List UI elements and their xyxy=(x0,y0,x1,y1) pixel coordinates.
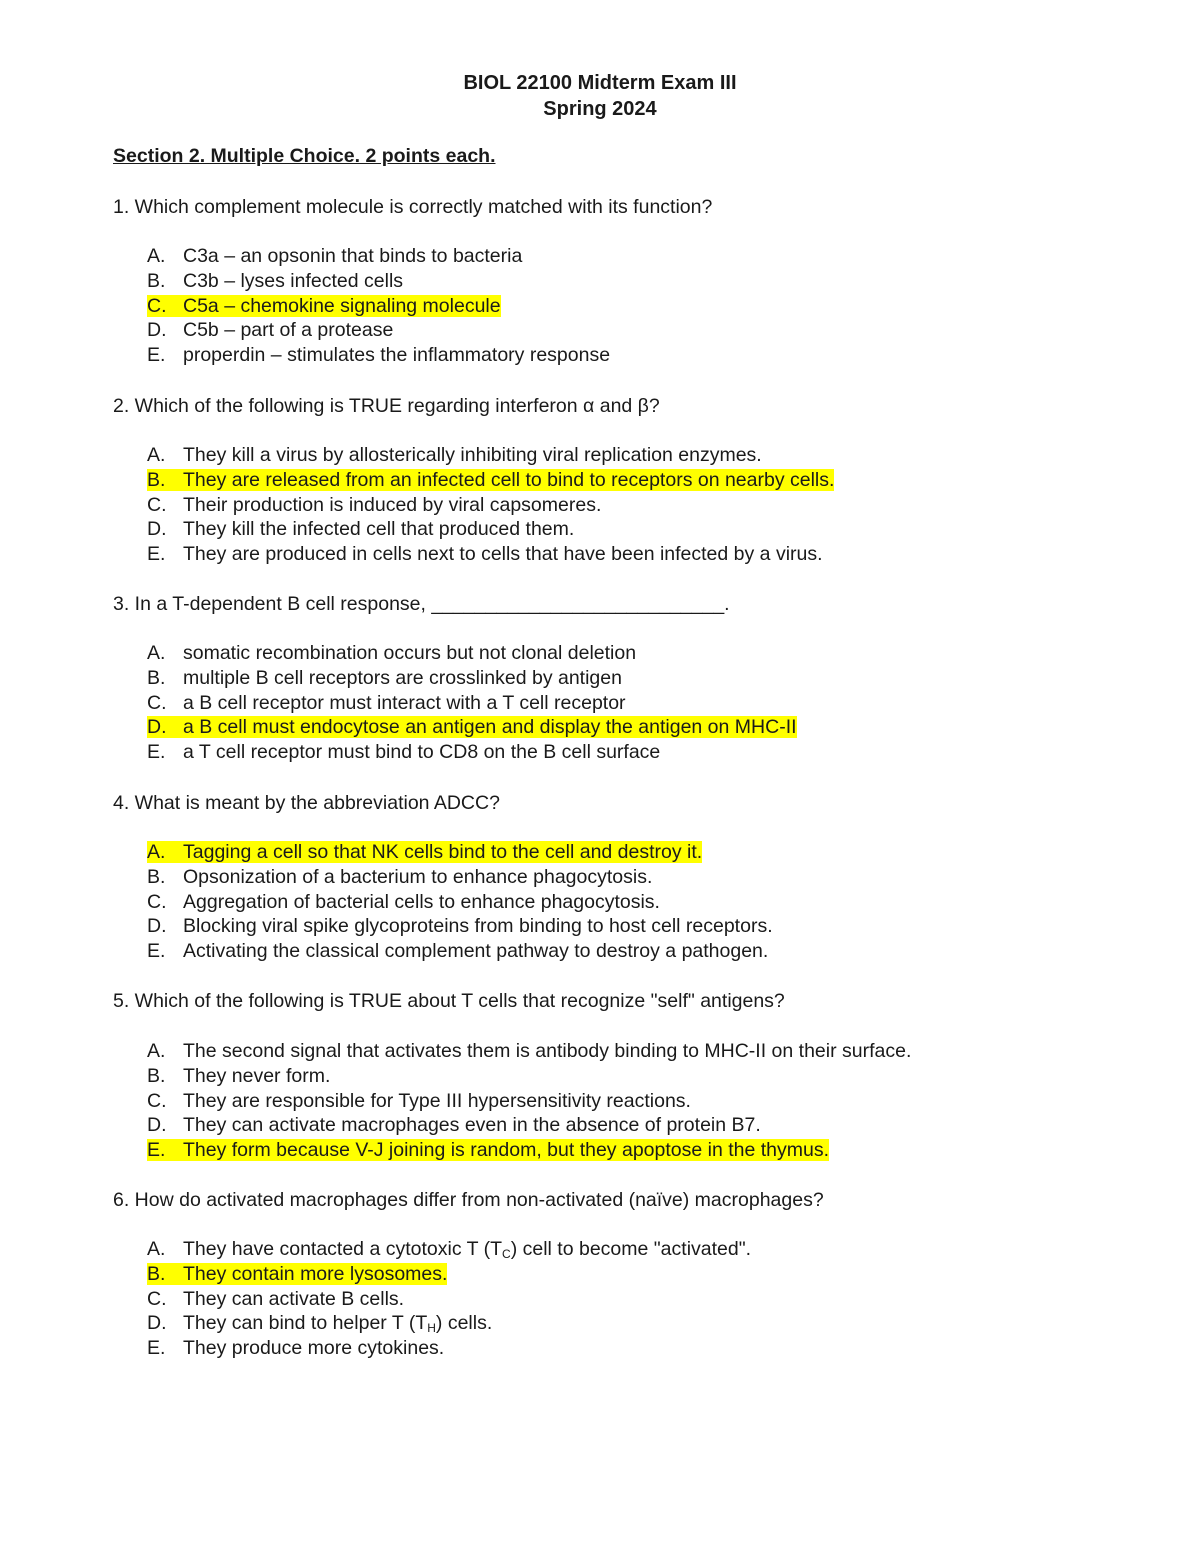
option-a-correct xyxy=(147,840,773,865)
option-c xyxy=(147,890,773,915)
question-5-options xyxy=(147,1039,911,1163)
option-e xyxy=(147,939,773,964)
option-letter: D. xyxy=(147,319,167,342)
option-text: They never form. xyxy=(183,1064,331,1087)
option-text: somatic recombination occurs but not clonal deletion xyxy=(183,642,637,664)
option-text: Their production is induced by viral capsomeres. xyxy=(183,493,602,516)
option-d xyxy=(147,318,610,343)
option-text: They produce more cytokines. xyxy=(183,1337,445,1360)
answer-highlight xyxy=(147,1263,447,1285)
option-letter: C. xyxy=(147,1287,167,1310)
option-letter: A. xyxy=(147,245,166,267)
answer-highlight xyxy=(147,1139,829,1161)
option-b xyxy=(147,1064,911,1089)
question-1-options xyxy=(147,244,610,368)
option-c-correct xyxy=(147,294,610,319)
option-letter: D. xyxy=(147,1312,167,1335)
option-text: Tagging a cell so that NK cells bind to the cell and destroy it. xyxy=(183,841,703,863)
option-letter: C. xyxy=(147,691,167,714)
exam-term: Spring 2024 xyxy=(543,98,657,120)
option-a xyxy=(147,443,834,468)
option-text: They can activate macrophages even in the absence of protein B7. xyxy=(183,1114,761,1137)
option-letter: D. xyxy=(147,716,167,739)
option-a xyxy=(147,244,610,269)
option-text-post: ) cells. xyxy=(435,1312,493,1335)
option-text-pre: They can bind to helper T (T xyxy=(183,1312,428,1335)
option-letter: C. xyxy=(147,1089,167,1112)
answer-highlight xyxy=(147,716,797,738)
option-letter: A. xyxy=(147,1238,166,1260)
option-d xyxy=(147,1311,751,1336)
question-4-stem: 4. What is meant by the abbreviation ADCC? xyxy=(113,792,500,814)
option-text-post: ) cell to become "activated". xyxy=(510,1238,752,1260)
question-3-stem: 3. In a T-dependent B cell response, ___________________________. xyxy=(113,593,730,615)
option-text: They can activate B cells. xyxy=(183,1287,405,1310)
subscript: H xyxy=(427,1321,436,1336)
option-letter: A. xyxy=(147,841,166,863)
option-d xyxy=(147,914,773,939)
question-2-options xyxy=(147,443,834,567)
option-letter: B. xyxy=(147,269,166,292)
option-letter: E. xyxy=(147,1337,166,1360)
option-c xyxy=(147,691,797,716)
question-1-stem: 1. Which complement molecule is correctly matched with its function? xyxy=(113,196,713,218)
option-text: Activating the classical complement pathway to destroy a pathogen. xyxy=(183,940,769,963)
option-text: They form because V-J joining is random, but they apoptose in the thymus. xyxy=(183,1139,830,1162)
option-text-pre: They have contacted a cytotoxic T (T xyxy=(183,1238,503,1260)
option-letter: C. xyxy=(147,493,167,516)
option-letter: E. xyxy=(147,1139,166,1162)
question-6-options xyxy=(147,1237,751,1361)
option-text: Aggregation of bacterial cells to enhance phagocytosis. xyxy=(183,890,660,913)
option-text: They kill the infected cell that produced them. xyxy=(183,518,575,541)
exam-title: BIOL 22100 Midterm Exam III xyxy=(463,72,737,94)
option-b xyxy=(147,269,610,294)
option-letter: B. xyxy=(147,1262,166,1285)
option-letter: C. xyxy=(147,294,167,317)
subscript: C xyxy=(502,1247,511,1261)
option-letter: E. xyxy=(147,344,166,367)
section-title: Section 2. Multiple Choice. 2 points each. xyxy=(113,145,496,167)
option-text: C3a – an opsonin that binds to bacteria xyxy=(183,245,523,267)
option-e xyxy=(147,740,797,765)
option-text: They kill a virus by allosterically inhibiting viral replication enzymes. xyxy=(183,444,762,466)
option-text: multiple B cell receptors are crosslinked by antigen xyxy=(183,666,622,689)
option-text: a B cell must endocytose an antigen and display the antigen on MHC-II xyxy=(183,716,797,739)
option-a xyxy=(147,1237,751,1262)
option-c xyxy=(147,1287,751,1312)
option-d-correct xyxy=(147,715,797,740)
option-a xyxy=(147,641,797,666)
question-2-stem: 2. Which of the following is TRUE regarding interferon α and β? xyxy=(113,395,660,417)
option-d xyxy=(147,517,834,542)
option-text: a T cell receptor must bind to CD8 on the B cell surface xyxy=(183,741,661,764)
option-text: C5a – chemokine signaling molecule xyxy=(183,294,501,317)
option-text: They are responsible for Type III hypersensitivity reactions. xyxy=(183,1089,691,1112)
option-d xyxy=(147,1113,911,1138)
option-letter: A. xyxy=(147,444,166,466)
option-b-correct xyxy=(147,468,834,493)
option-letter: B. xyxy=(147,865,166,888)
option-letter: A. xyxy=(147,1040,166,1062)
option-letter: B. xyxy=(147,1064,166,1087)
option-text: properdin – stimulates the inflammatory response xyxy=(183,344,611,367)
question-5-stem: 5. Which of the following is TRUE about T cells that recognize "self" antigens? xyxy=(113,990,785,1012)
option-e-correct xyxy=(147,1138,911,1163)
option-text: The second signal that activates them is antibody binding to MHC-II on their surface. xyxy=(183,1040,912,1062)
option-a xyxy=(147,1039,911,1064)
option-text: a B cell receptor must interact with a T cell receptor xyxy=(183,691,626,714)
option-e xyxy=(147,343,610,368)
option-letter: D. xyxy=(147,1114,167,1137)
option-c xyxy=(147,493,834,518)
option-letter: D. xyxy=(147,518,167,541)
answer-highlight xyxy=(147,295,501,317)
option-b-correct xyxy=(147,1262,751,1287)
option-letter: E. xyxy=(147,741,166,764)
answer-highlight xyxy=(147,841,702,863)
option-text: C3b – lyses infected cells xyxy=(183,269,404,292)
question-4-options xyxy=(147,840,773,964)
answer-highlight xyxy=(147,469,834,491)
option-text: They are produced in cells next to cells that have been infected by a virus. xyxy=(183,543,823,566)
option-b xyxy=(147,666,797,691)
option-text: Opsonization of a bacterium to enhance phagocytosis. xyxy=(183,865,653,888)
option-c xyxy=(147,1089,911,1114)
option-e xyxy=(147,542,834,567)
option-text: They are released from an infected cell to bind to receptors on nearby cells. xyxy=(183,468,835,491)
option-letter: E. xyxy=(147,940,166,963)
option-e xyxy=(147,1336,751,1361)
question-3-options xyxy=(147,641,797,765)
option-letter: D. xyxy=(147,915,167,938)
option-text: Blocking viral spike glycoproteins from binding to host cell receptors. xyxy=(183,915,773,938)
option-letter: B. xyxy=(147,468,166,491)
question-6-stem: 6. How do activated macrophages differ from non-activated (naïve) macrophages? xyxy=(113,1189,824,1211)
option-letter: B. xyxy=(147,666,166,689)
option-text: They contain more lysosomes. xyxy=(183,1262,448,1285)
option-letter: A. xyxy=(147,642,166,664)
option-text: C5b – part of a protease xyxy=(183,319,394,342)
exam-header xyxy=(0,70,1200,122)
option-b xyxy=(147,865,773,890)
option-letter: C. xyxy=(147,890,167,913)
option-letter: E. xyxy=(147,543,166,566)
